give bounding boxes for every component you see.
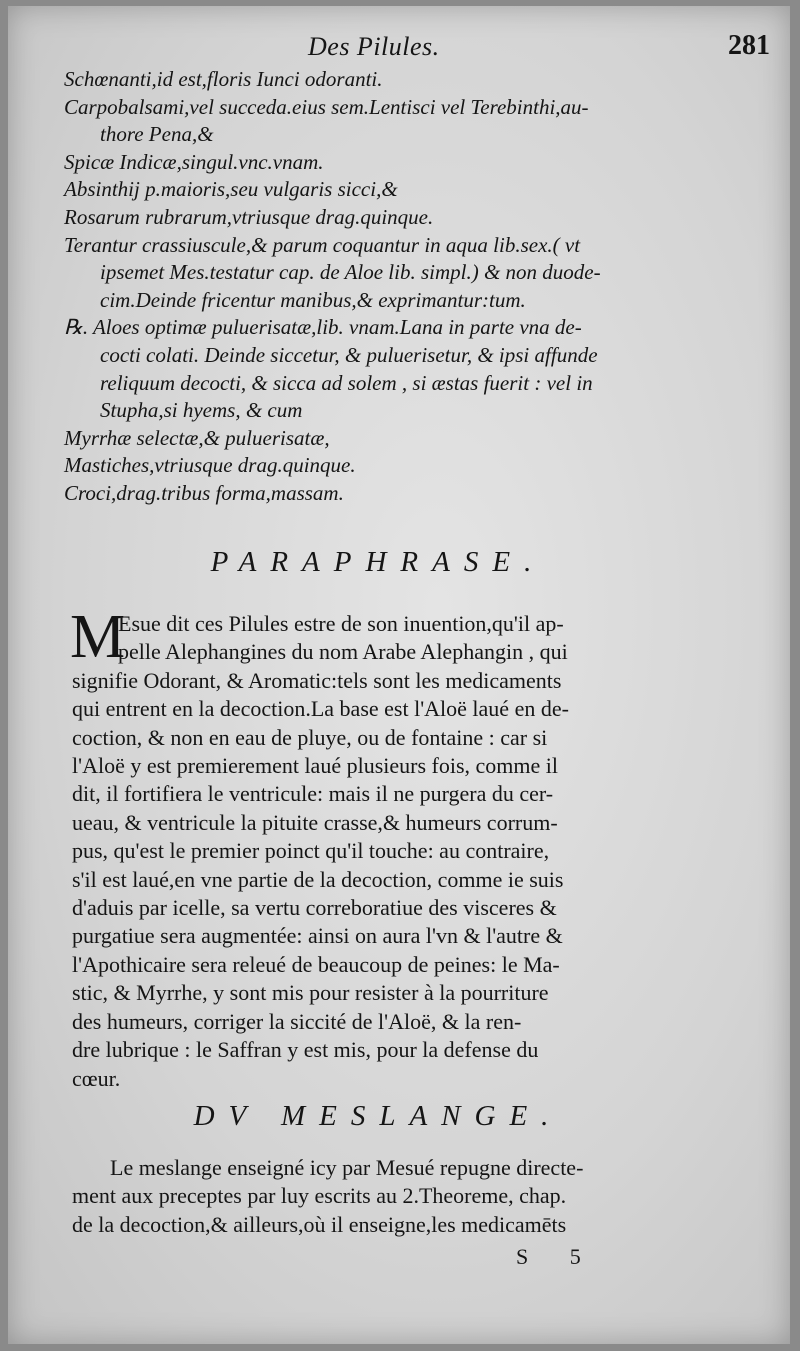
recipe-line: Spicæ Indicæ,singul.vnc.vnam. xyxy=(64,149,324,174)
text-line: ueau, & ventricule la pituite crasse,& humeurs corrum- xyxy=(72,809,558,835)
running-head: Des Pilules. xyxy=(308,32,440,61)
text-line: purgatiue sera augmentée: ainsi on aura l'vn & l'autre & xyxy=(72,923,563,949)
recipe-line: Myrrhæ selectæ,& puluerisatæ, xyxy=(64,425,330,450)
recipe-line: ℞. Aloes optimæ puluerisatæ,lib. vnam.Lana in parte vna de- xyxy=(64,315,582,340)
recipe-block xyxy=(64,66,704,508)
text-line: cœur. xyxy=(72,1065,121,1091)
text-line: qui entrent en la decoction.La base est l'Aloë laué en de- xyxy=(72,696,569,722)
book-page xyxy=(8,6,790,1344)
recipe-line: Stupha,si hyems, & cum xyxy=(100,398,303,423)
recipe-line: Absinthij p.maioris,seu vulgaris sicci,& xyxy=(64,177,398,202)
recipe-line: Croci,drag.tribus forma,massam. xyxy=(64,480,344,505)
recipe-line: Rosarum rubrarum,vtriusque drag.quinque. xyxy=(64,204,434,229)
signature-mark: S 5 xyxy=(516,1244,599,1269)
text-line: pus, qu'est le premier poinct qu'il touche: au contraire, xyxy=(72,838,550,864)
text-line: coction, & non en eau de pluye, ou de fontaine : car si xyxy=(72,724,548,750)
page-number: 281 xyxy=(728,30,770,61)
text-line: pelle Alephangines du nom Arabe Alephangin , qui xyxy=(118,639,568,665)
text-line: l'Aloë y est premierement laué plusieurs fois, comme il xyxy=(72,753,558,779)
recipe-line: cocti colati. Deinde siccetur, & puluerisetur, & ipsi affunde xyxy=(100,342,598,367)
recipe-line: cim.Deinde fricentur manibus,& exprimantur:tum. xyxy=(100,287,526,312)
section-heading-meslange: DV MESLANGE. xyxy=(193,1100,563,1132)
recipe-line: Schœnanti,id est,floris Iunci odoranti. xyxy=(64,67,383,91)
text-line: dre lubrique : le Saffran y est mis, pour la defense du xyxy=(72,1037,539,1063)
recipe-line: thore Pena,& xyxy=(100,122,214,147)
text-line: ment aux preceptes par luy escrits au 2.Theoreme, chap. xyxy=(72,1183,567,1209)
recipe-line: ipsemet Mes.testatur cap. de Aloe lib. simpl.) & non duode- xyxy=(100,260,601,285)
text-line: de la decoction,& ailleurs,où il enseigne,les medicamēts xyxy=(72,1211,567,1237)
recipe-line: Terantur crassiuscule,& parum coquantur in aqua lib.sex.( vt xyxy=(64,232,581,257)
text-line: d'aduis par icelle, sa vertu correboratiue des visceres & xyxy=(72,895,557,921)
drop-cap: M xyxy=(70,603,126,671)
recipe-line: Carpobalsami,vel succeda.eius sem.Lentisci vel Terebinthi,au- xyxy=(64,94,589,119)
text-line: s'il est laué,en vne partie de la decoction, comme ie suis xyxy=(72,866,564,892)
text-line: stic, & Myrrhe, y sont mis pour resister à la pourriture xyxy=(72,980,549,1006)
text-line: Le meslange enseigné icy par Mesué repugne directe- xyxy=(110,1155,584,1180)
text-line: signifie Odorant, & Aromatic:tels sont les medicaments xyxy=(72,667,562,693)
text-line: des humeurs, corriger la siccité de l'Aloë, & la ren- xyxy=(72,1008,522,1034)
meslange-text xyxy=(72,1154,682,1239)
text-line: dit, il fortifiera le ventricule: mais il ne purgera du cer- xyxy=(72,781,554,807)
text-line: l'Apothicaire sera releué de beaucoup de peines: le Ma- xyxy=(72,951,560,977)
recipe-line: reliquum decocti, & sicca ad solem , si æstas fuerit : vel in xyxy=(100,370,593,395)
paraphrase-text xyxy=(72,610,682,1093)
recipe-line: Mastiches,vtriusque drag.quinque. xyxy=(64,453,356,478)
section-heading-paraphrase: PARAPHRASE. xyxy=(210,546,546,578)
text-line: Esue dit ces Pilules estre de son inuention,qu'il ap- xyxy=(118,611,564,636)
